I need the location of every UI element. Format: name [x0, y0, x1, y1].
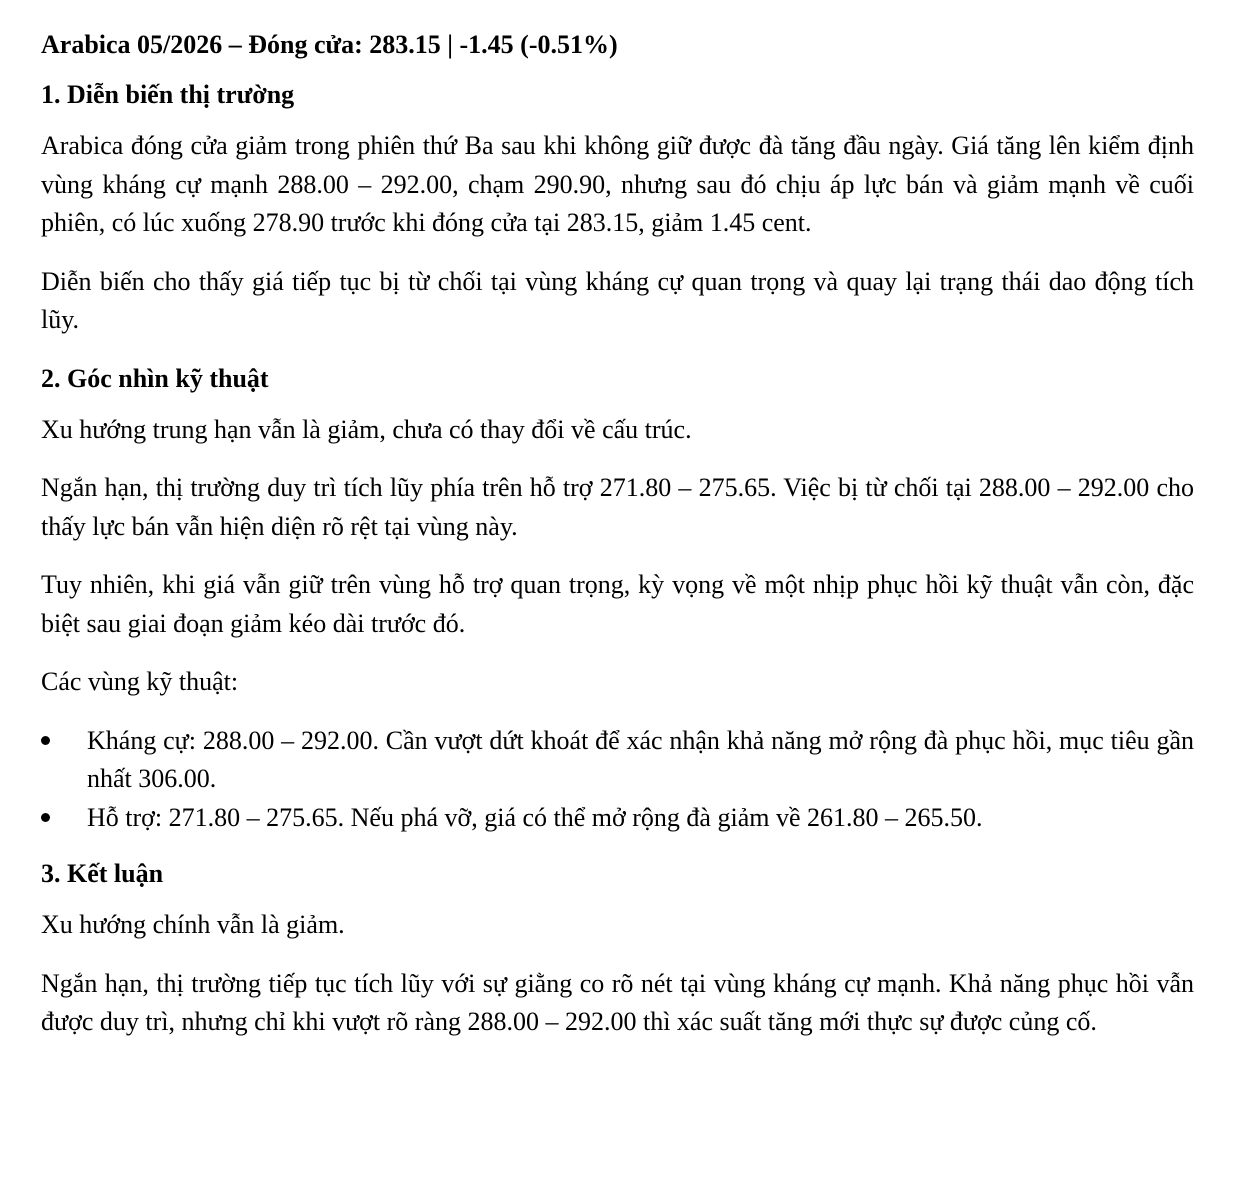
list-item-text: Hỗ trợ: 271.80 – 275.65. Nếu phá vỡ, giá có thể mở rộng đà giảm về 261.80 – 265.50.: [87, 802, 983, 832]
bullet-icon: [41, 813, 50, 822]
section-heading: 1. Diễn biến thị trường: [41, 80, 295, 109]
section-heading: 3. Kết luận: [41, 859, 164, 888]
list-item-text: Kháng cự: 288.00 – 292.00. Cần vượt dứt khoát để xác nhận khả năng mở rộng đà phục hồi, mục tiêu gần nhất 306.00.: [87, 725, 1194, 793]
section-technical-view: [41, 360, 1194, 838]
paragraph: Các vùng kỹ thuật:: [41, 667, 239, 696]
technical-levels-list: [41, 722, 1194, 838]
paragraph: Diễn biến cho thấy giá tiếp tục bị từ chối tại vùng kháng cự quan trọng và quay lại trạng thái dao động tích lũy.: [41, 266, 1194, 334]
paragraph: Xu hướng trung hạn vẫn là giảm, chưa có thay đổi về cấu trúc.: [41, 414, 692, 444]
list-item-resistance: [41, 722, 1194, 799]
section-conclusion: [41, 855, 1194, 1042]
section-market-movement: [41, 76, 1194, 340]
section-heading: 2. Góc nhìn kỹ thuật: [41, 363, 269, 393]
list-item-support: [41, 799, 1194, 838]
paragraph: Arabica đóng cửa giảm trong phiên thứ Ba sau khi không giữ được đà tăng đầu ngày. Giá tăng lên kiểm định vùng kháng cự mạnh 288.00 – 292.00, chạm 290.90, nhưng sau đó chịu áp lực bán và giảm mạnh về cuối phiên, có lúc xuống 278.90 trước khi đóng cửa tại 283.15, giảm 1.45 cent.: [41, 131, 1194, 237]
paragraph: Ngắn hạn, thị trường duy trì tích lũy phía trên hỗ trợ 271.80 – 275.65. Việc bị từ chối tại 288.00 – 292.00 cho thấy lực bán vẫn hiện diện rõ rệt tại vùng này.: [41, 473, 1194, 541]
paragraph: Tuy nhiên, khi giá vẫn giữ trên vùng hỗ trợ quan trọng, kỳ vọng về một nhịp phục hồi kỹ thuật vẫn còn, đặc biệt sau giai đoạn giảm kéo dài trước đó.: [41, 570, 1194, 638]
paragraph: Ngắn hạn, thị trường tiếp tục tích lũy với sự giằng co rõ nét tại vùng kháng cự mạnh. Khả năng phục hồi vẫn được duy trì, nhưng chỉ khi vượt rõ ràng 288.00 – 292.00 thì xác suất tăng mới thực sự được củng cố.: [41, 968, 1194, 1036]
document-title: Arabica 05/2026 – Đóng cửa: 283.15 | -1.45 (-0.51%): [41, 30, 618, 59]
paragraph: Xu hướng chính vẫn là giảm.: [41, 910, 345, 939]
bullet-icon: [41, 736, 50, 745]
